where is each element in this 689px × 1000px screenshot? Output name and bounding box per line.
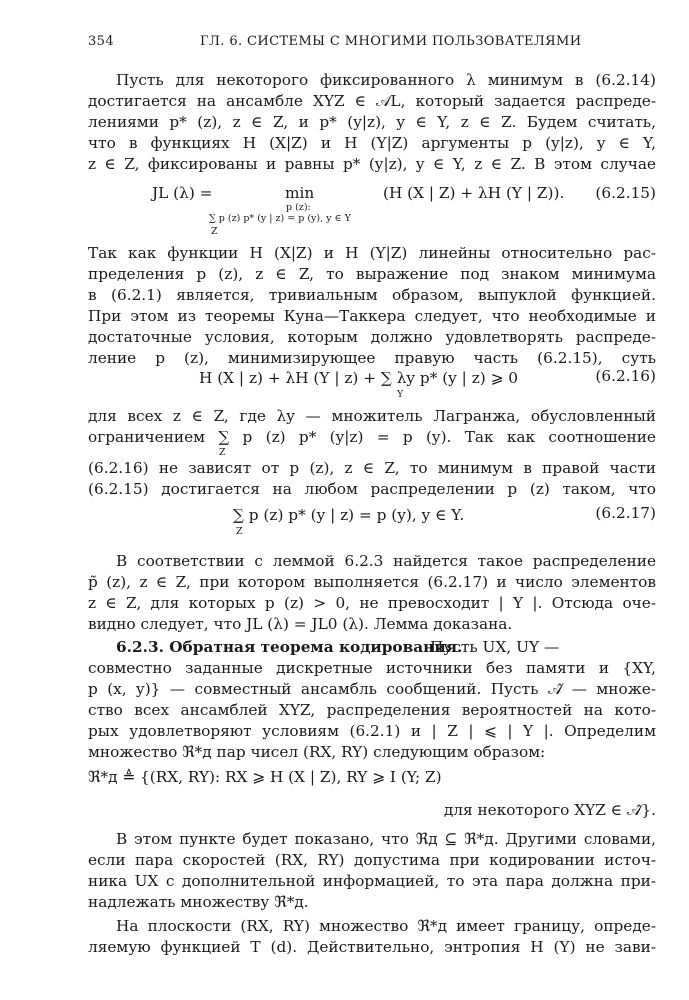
text-line: рых удовлетворяют условиям (6.2.1) и | Z | ⩽ | Y |. Определим bbox=[88, 722, 656, 740]
text-line: (6.2.15) достигается на любом распределении p (z) таком, что bbox=[88, 480, 656, 498]
text-line: надлежать множеству ℜ*д. bbox=[88, 893, 309, 911]
equation-operator: min bbox=[285, 184, 315, 202]
text-line: ление p (z), минимизирующее правую часть (6.2.15), суть bbox=[88, 349, 656, 367]
text-line: ство всех ансамблей XYZ, распределения вероятностей на кото- bbox=[88, 701, 656, 719]
text-line: множество ℜ*д пар чисел (RX, RY) следующим образом: bbox=[88, 743, 546, 761]
equation-number: (6.2.15) bbox=[595, 184, 656, 202]
text-line: ника UX с дополнительной информацией, то эта пара должна при- bbox=[88, 872, 656, 890]
equation-body: ∑ p (z) p* (y | z) = p (y), y ∈ Y. bbox=[233, 506, 465, 524]
text-line: ляемую функцией T (d). Действительно, энтропия H (Y) не зави- bbox=[88, 938, 656, 956]
text-line: В этом пункте будет показано, что ℜд ⊆ ℜ*д. Другими словами, bbox=[116, 830, 656, 848]
text-line: z ∈ Z, фиксированы и равны p* (y|z), y ∈ Y, z ∈ Z. В этом случае bbox=[88, 155, 656, 173]
text-line: В соответствии с леммой 6.2.3 найдется такое распределение bbox=[116, 552, 656, 570]
text-line: p (x, y)} — совместный ансамбль сообщений. Пусть 𝒜̂ — множе- bbox=[88, 680, 656, 698]
set-definition-cont: для некоторого XYZ ∈ 𝒜̂}. bbox=[443, 801, 656, 819]
text-line: в (6.2.1) является, тривиальным образом, выпуклой функцией. bbox=[88, 286, 656, 304]
text-line: (6.2.16) не зависят от p (z), z ∈ Z, то минимум в правой части bbox=[88, 459, 656, 477]
text-line: что в функциях H (X|Z) и H (Y|Z) аргументы p (y|z), y ∈ Y, bbox=[88, 134, 656, 152]
equation-number: (6.2.17) bbox=[595, 504, 656, 522]
text-line: Пусть UX, UY — bbox=[430, 638, 560, 656]
text-line: Пусть для некоторого фиксированного λ минимум в (6.2.14) bbox=[116, 71, 656, 89]
equation-subscript: p (z): bbox=[286, 202, 311, 213]
text-line: лениями p* (z), z ∈ Z, и p* (y|z), y ∈ Y, z ∈ Z. Будем считать, bbox=[88, 113, 656, 131]
text-line: z ∈ Z, для которых p (z) > 0, не превосходит | Y |. Отсюда оче- bbox=[88, 594, 656, 612]
text-line: Так как функции H (X|Z) и H (Y|Z) линейны относительно рас- bbox=[88, 244, 656, 262]
text-line: видно следует, что JL (λ) = JL0 (λ). Лемма доказана. bbox=[88, 615, 513, 633]
sum-subscript: Z bbox=[219, 447, 226, 458]
text-line: достигается на ансамбле XYZ ∈ 𝒜L, который задается распреде- bbox=[88, 92, 656, 110]
equation-lhs: JL (λ) = bbox=[152, 184, 213, 202]
text-line: достаточные условия, которым должно удовлетворять распреде- bbox=[88, 328, 656, 346]
section-title: 6.2.3. Обратная теорема кодирования. bbox=[116, 638, 463, 656]
text-line: пределения p (z), z ∈ Z, то выражение под знаком минимума bbox=[88, 265, 656, 283]
equation-subscript: Y bbox=[397, 389, 404, 400]
text-line: если пара скоростей (RX, RY) допустима при кодировании источ- bbox=[88, 851, 656, 869]
text-line: для всех z ∈ Z, где λy — множитель Лагранжа, обусловленный bbox=[88, 407, 656, 425]
page-number: 354 bbox=[88, 34, 115, 49]
running-head: ГЛ. 6. СИСТЕМЫ С МНОГИМИ ПОЛЬЗОВАТЕЛЯМИ bbox=[200, 34, 582, 49]
equation-subscript: Z bbox=[236, 526, 243, 537]
equation-number: (6.2.16) bbox=[595, 367, 656, 385]
equation-rhs: (H (X | Z) + λH (Y | Z)). bbox=[383, 184, 565, 202]
equation-subscript: Z bbox=[211, 226, 218, 237]
text-line: На плоскости (RX, RY) множество ℜ*д имеет границу, опреде- bbox=[116, 917, 656, 935]
section-title-line bbox=[116, 638, 656, 657]
set-definition: ℜ*д ≜ {(RX, RY): RX ⩾ H (X | Z), RY ⩾ I (Y; Z) bbox=[88, 768, 442, 786]
text-line: ограничением ∑ p (z) p* (y|z) = p (y). Так как соотношение bbox=[88, 428, 656, 446]
equation-body: H (X | z) + λH (Y | z) + ∑ λy p* (y | z) ⩾ 0 bbox=[199, 369, 518, 387]
text-line: совместно заданные дискретные источники без памяти и {XY, bbox=[88, 659, 656, 677]
text-line: p̃ (z), z ∈ Z, при котором выполняется (6.2.17) и число элементов bbox=[88, 573, 656, 591]
text-line: При этом из теоремы Куна—Таккера следует, что необходимые и bbox=[88, 307, 656, 325]
equation-subscript: ∑ p (z) p* (y | z) = p (y), y ∈ Y bbox=[209, 213, 351, 224]
